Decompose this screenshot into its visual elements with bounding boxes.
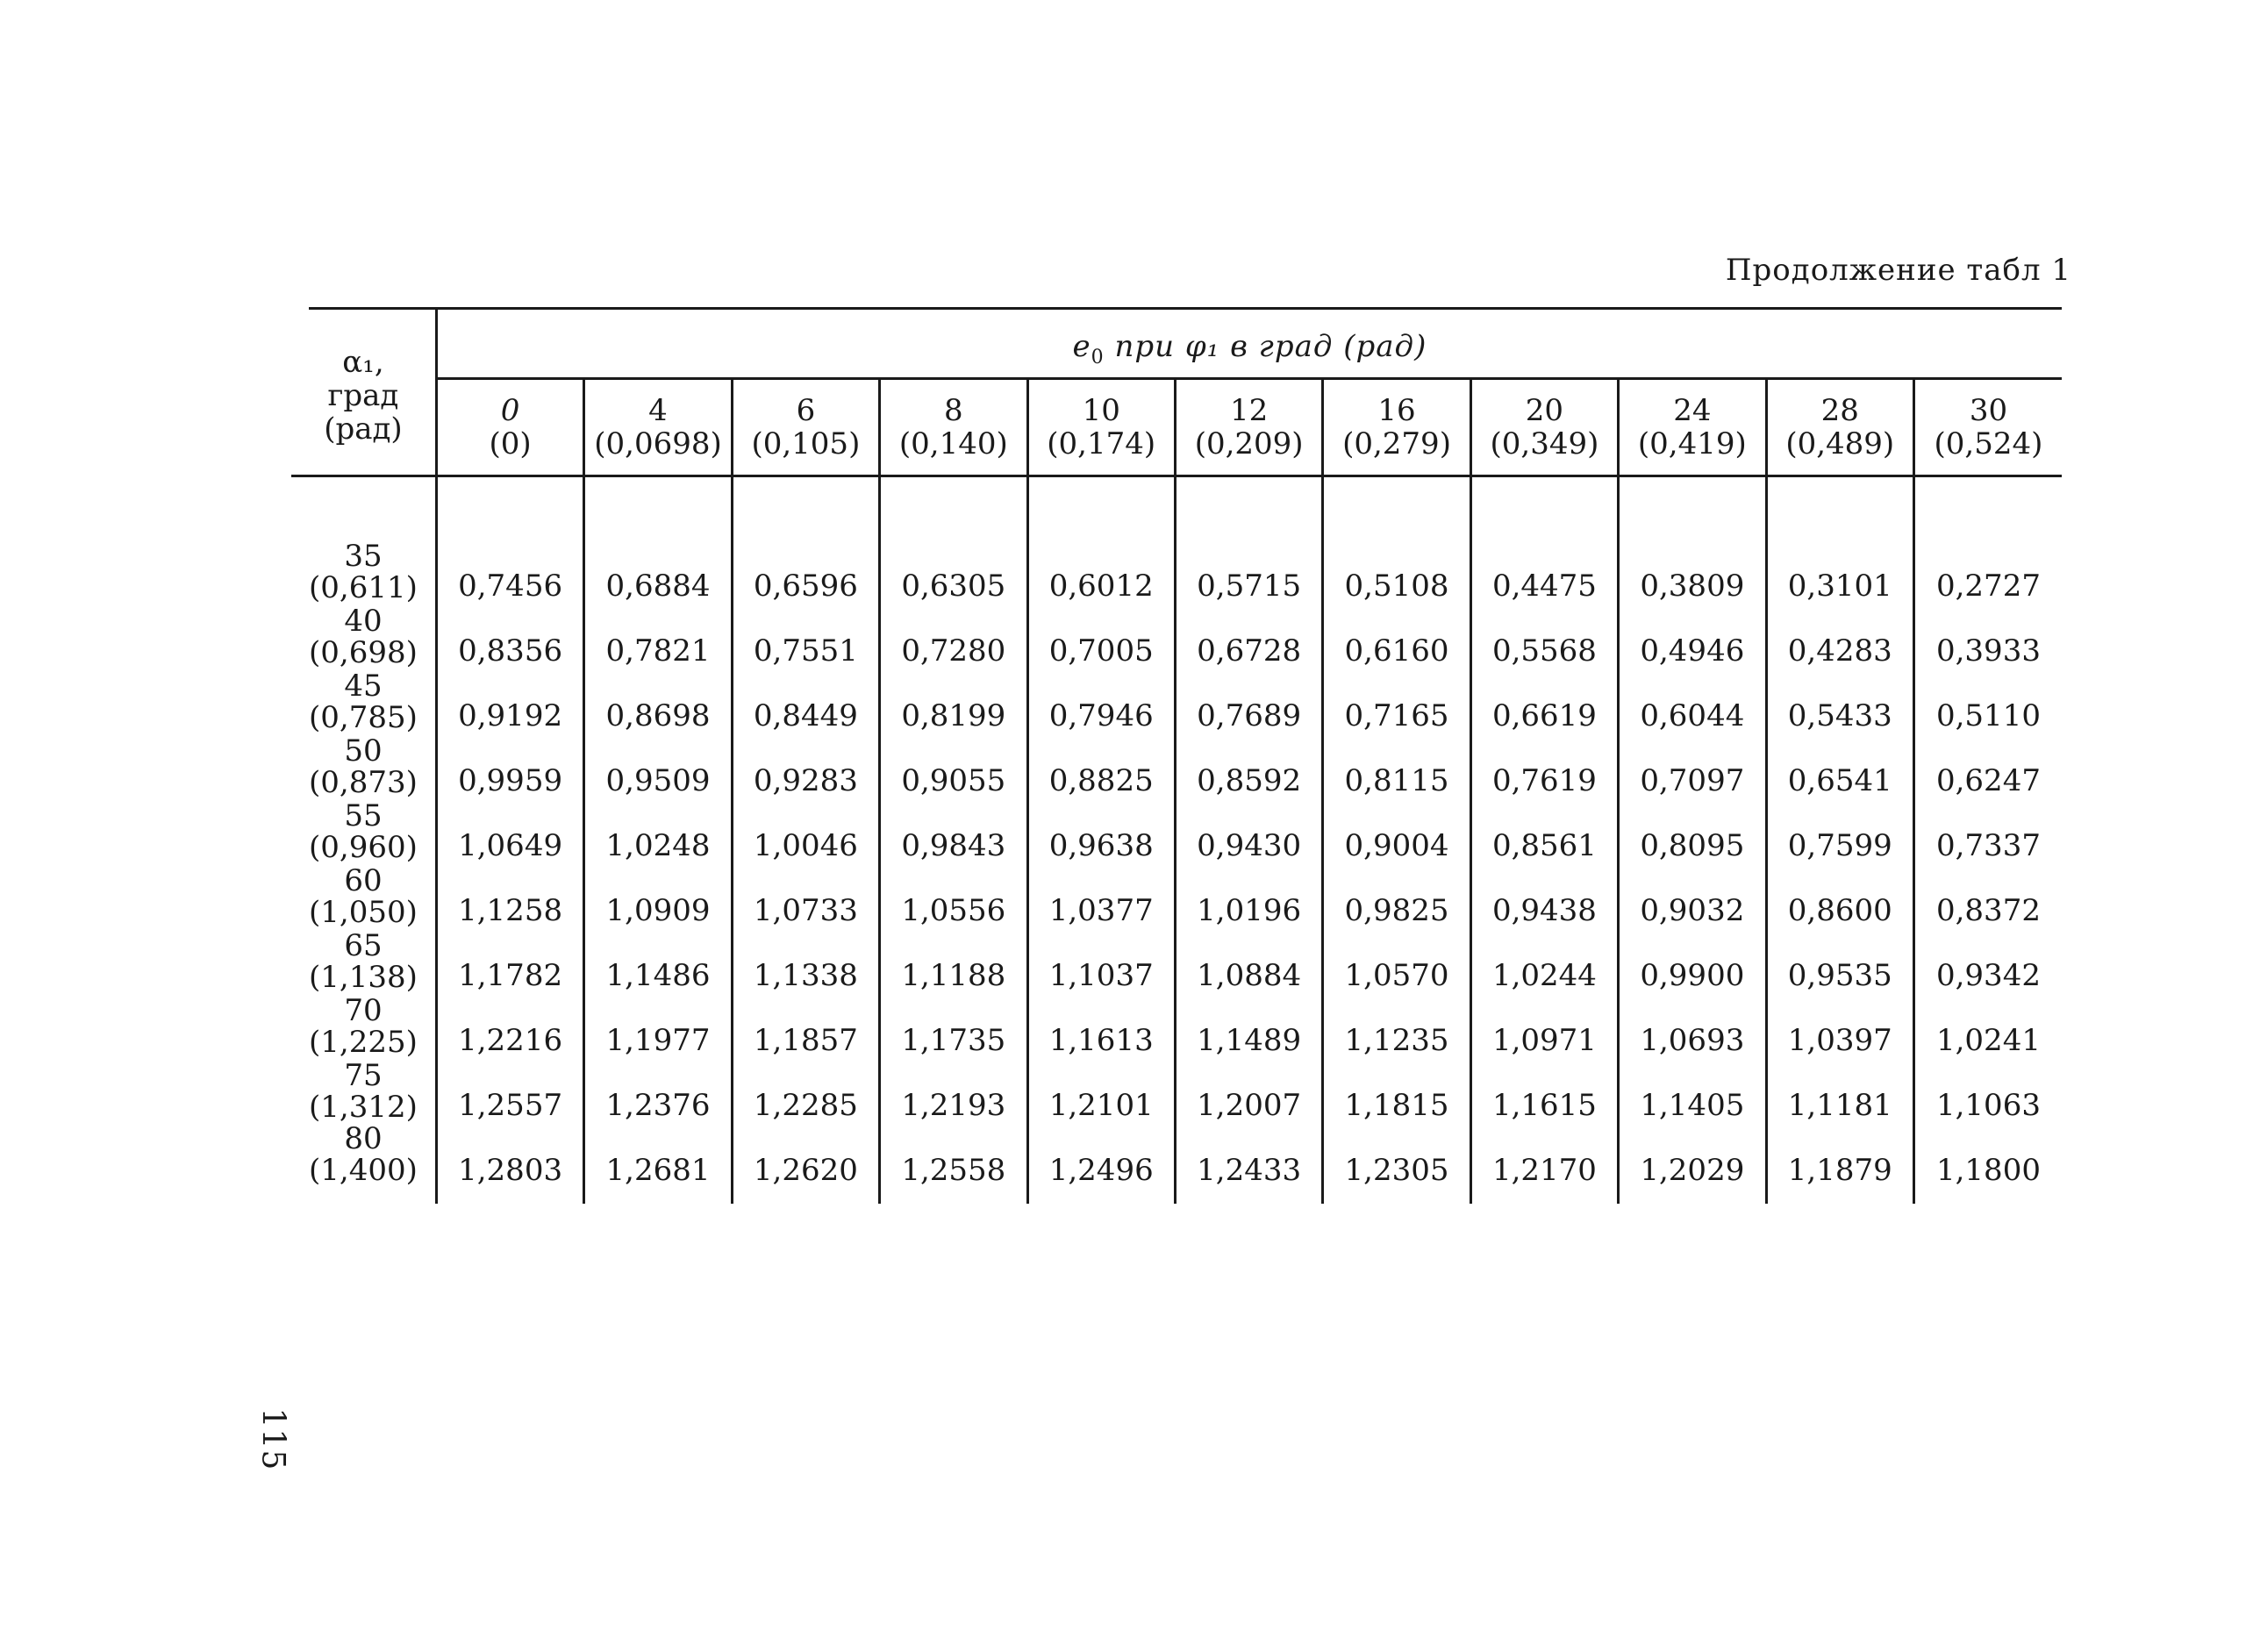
phi-degree: 24 bbox=[1673, 393, 1712, 428]
table-row bbox=[291, 733, 2062, 798]
e0-header-text: при φ₁ в град (рад) bbox=[1104, 328, 1427, 364]
value-cell: 0,9055 bbox=[880, 733, 1027, 798]
alpha-cell bbox=[291, 993, 436, 1058]
value-cell: 1,2170 bbox=[1470, 1123, 1618, 1204]
value-cell: 0,7337 bbox=[1913, 798, 2062, 863]
value-cell: 0,9283 bbox=[732, 733, 879, 798]
alpha-cell bbox=[291, 669, 436, 733]
phi-column-header bbox=[880, 379, 1027, 476]
table-row bbox=[291, 993, 2062, 1058]
value-cell: 1,1258 bbox=[436, 863, 583, 928]
phi-radian: (0,419) bbox=[1637, 426, 1747, 461]
value-cell: 0,8095 bbox=[1619, 798, 1766, 863]
value-cell: 0,9843 bbox=[880, 798, 1027, 863]
value-cell: 1,1338 bbox=[732, 928, 879, 993]
phi-radian: (0,489) bbox=[1785, 426, 1895, 461]
value-cell: 0,4946 bbox=[1619, 604, 1766, 669]
value-cell: 0,9509 bbox=[584, 733, 732, 798]
table-row bbox=[291, 863, 2062, 928]
value-cell: 1,0693 bbox=[1619, 993, 1766, 1058]
alpha-radian: (0,960) bbox=[309, 830, 418, 865]
value-cell: 1,2496 bbox=[1027, 1123, 1175, 1204]
phi-column-header bbox=[436, 379, 583, 476]
value-cell: 0,9825 bbox=[1323, 863, 1470, 928]
value-cell: 0,7097 bbox=[1619, 733, 1766, 798]
alpha-cell bbox=[291, 604, 436, 669]
value-cell: 0,6541 bbox=[1766, 733, 1913, 798]
value-cell: 1,2681 bbox=[584, 1123, 732, 1204]
value-cell: 1,0649 bbox=[436, 798, 583, 863]
value-cell: 0,9004 bbox=[1323, 798, 1470, 863]
value-cell: 0,9342 bbox=[1913, 928, 2062, 993]
phi-column-header bbox=[732, 379, 879, 476]
value-cell: 1,2558 bbox=[880, 1123, 1027, 1204]
value-cell: 1,0570 bbox=[1323, 928, 1470, 993]
value-cell: 0,8592 bbox=[1175, 733, 1322, 798]
alpha-cell bbox=[291, 1058, 436, 1123]
alpha-header-line: град bbox=[327, 377, 399, 413]
phi-degree: 16 bbox=[1377, 393, 1416, 428]
alpha-radian: (0,873) bbox=[309, 765, 418, 800]
alpha-cell bbox=[291, 863, 436, 928]
value-cell: 1,2376 bbox=[584, 1058, 732, 1123]
table-row bbox=[291, 928, 2062, 993]
page-number: 115 bbox=[254, 1407, 291, 1471]
value-cell: 0,2727 bbox=[1913, 476, 2062, 604]
alpha-header-line: α₁, bbox=[342, 344, 384, 380]
value-cell: 1,1613 bbox=[1027, 993, 1175, 1058]
value-cell: 1,2101 bbox=[1027, 1058, 1175, 1123]
value-cell: 0,7280 bbox=[880, 604, 1027, 669]
phi-degree: 28 bbox=[1820, 393, 1859, 428]
value-cell: 0,7946 bbox=[1027, 669, 1175, 733]
alpha-degree: 70 bbox=[344, 993, 383, 1028]
table-caption: Продолжение табл 1 bbox=[1725, 253, 2071, 288]
value-cell: 0,8372 bbox=[1913, 863, 2062, 928]
phi-degree: 30 bbox=[1969, 393, 2008, 428]
phi-radian: (0,140) bbox=[898, 426, 1008, 461]
value-cell: 1,1188 bbox=[880, 928, 1027, 993]
e0-group-header bbox=[436, 307, 2062, 379]
phi-degree: 20 bbox=[1525, 393, 1564, 428]
phi-radian: (0) bbox=[489, 426, 532, 461]
alpha-radian: (0,698) bbox=[309, 635, 418, 670]
value-cell: 0,6884 bbox=[584, 476, 732, 604]
value-cell: 0,5108 bbox=[1323, 476, 1470, 604]
value-cell: 1,0733 bbox=[732, 863, 879, 928]
value-cell: 0,5715 bbox=[1175, 476, 1322, 604]
alpha-cell bbox=[291, 928, 436, 993]
value-cell: 0,3933 bbox=[1913, 604, 2062, 669]
value-cell: 1,1857 bbox=[732, 993, 879, 1058]
value-cell: 1,1489 bbox=[1175, 993, 1322, 1058]
phi-column-header bbox=[1766, 379, 1913, 476]
alpha-degree: 75 bbox=[344, 1058, 383, 1093]
value-cell: 1,1037 bbox=[1027, 928, 1175, 993]
table-row bbox=[291, 476, 2062, 604]
top-rule bbox=[309, 307, 2062, 310]
value-cell: 0,8199 bbox=[880, 669, 1027, 733]
value-cell: 1,0248 bbox=[584, 798, 732, 863]
value-cell: 0,6596 bbox=[732, 476, 879, 604]
phi-column-header bbox=[584, 379, 732, 476]
alpha-degree: 45 bbox=[344, 669, 383, 704]
value-cell: 1,2029 bbox=[1619, 1123, 1766, 1204]
value-cell: 1,0397 bbox=[1766, 993, 1913, 1058]
value-cell: 1,0909 bbox=[584, 863, 732, 928]
alpha-cell bbox=[291, 733, 436, 798]
value-cell: 0,9430 bbox=[1175, 798, 1322, 863]
value-cell: 1,1782 bbox=[436, 928, 583, 993]
phi-degree: 0 bbox=[500, 393, 520, 428]
phi-degree: 6 bbox=[796, 393, 816, 428]
phi-column-header bbox=[1619, 379, 1766, 476]
value-cell: 0,5433 bbox=[1766, 669, 1913, 733]
value-cell: 0,6728 bbox=[1175, 604, 1322, 669]
value-cell: 0,9192 bbox=[436, 669, 583, 733]
value-cell: 1,2803 bbox=[436, 1123, 583, 1204]
value-cell: 0,8561 bbox=[1470, 798, 1618, 863]
value-cell: 1,0884 bbox=[1175, 928, 1322, 993]
value-cell: 1,2216 bbox=[436, 993, 583, 1058]
value-cell: 1,1405 bbox=[1619, 1058, 1766, 1123]
alpha-cell bbox=[291, 798, 436, 863]
value-cell: 1,1615 bbox=[1470, 1058, 1618, 1123]
value-cell: 0,6160 bbox=[1323, 604, 1470, 669]
value-cell: 1,1735 bbox=[880, 993, 1027, 1058]
value-cell: 0,7456 bbox=[436, 476, 583, 604]
alpha-column-header bbox=[291, 307, 436, 476]
value-cell: 1,1815 bbox=[1323, 1058, 1470, 1123]
value-cell: 1,1486 bbox=[584, 928, 732, 993]
value-cell: 0,6619 bbox=[1470, 669, 1618, 733]
alpha-cell bbox=[291, 1123, 436, 1204]
value-cell: 0,8356 bbox=[436, 604, 583, 669]
value-cell: 1,1063 bbox=[1913, 1058, 2062, 1123]
value-cell: 1,1879 bbox=[1766, 1123, 1913, 1204]
e0-subscript: 0 bbox=[1091, 346, 1105, 368]
value-cell: 1,2007 bbox=[1175, 1058, 1322, 1123]
alpha-radian: (0,785) bbox=[309, 700, 418, 735]
phi-column-header bbox=[1175, 379, 1322, 476]
phi-radian: (0,174) bbox=[1047, 426, 1156, 461]
alpha-radian: (0,611) bbox=[309, 570, 418, 605]
value-cell: 0,7689 bbox=[1175, 669, 1322, 733]
value-cell: 1,2193 bbox=[880, 1058, 1027, 1123]
phi-radian: (0,279) bbox=[1342, 426, 1451, 461]
value-cell: 0,9535 bbox=[1766, 928, 1913, 993]
value-cell: 0,8698 bbox=[584, 669, 732, 733]
value-cell: 0,8115 bbox=[1323, 733, 1470, 798]
table-row bbox=[291, 604, 2062, 669]
phi-radian: (0,105) bbox=[751, 426, 861, 461]
value-cell: 1,1181 bbox=[1766, 1058, 1913, 1123]
phi-radian: (0,209) bbox=[1194, 426, 1304, 461]
value-cell: 0,6305 bbox=[880, 476, 1027, 604]
value-cell: 0,4283 bbox=[1766, 604, 1913, 669]
table-row bbox=[291, 1058, 2062, 1123]
value-cell: 0,9032 bbox=[1619, 863, 1766, 928]
alpha-radian: (1,312) bbox=[309, 1090, 418, 1125]
value-cell: 1,0244 bbox=[1470, 928, 1618, 993]
value-cell: 1,1800 bbox=[1913, 1123, 2062, 1204]
alpha-radian: (1,050) bbox=[309, 895, 418, 930]
value-cell: 1,2557 bbox=[436, 1058, 583, 1123]
phi-column-header bbox=[1323, 379, 1470, 476]
value-cell: 0,7619 bbox=[1470, 733, 1618, 798]
value-cell: 0,6044 bbox=[1619, 669, 1766, 733]
value-cell: 0,9959 bbox=[436, 733, 583, 798]
value-cell: 1,0556 bbox=[880, 863, 1027, 928]
value-cell: 1,1977 bbox=[584, 993, 732, 1058]
alpha-degree: 40 bbox=[344, 604, 383, 639]
value-cell: 1,2305 bbox=[1323, 1123, 1470, 1204]
alpha-cell bbox=[291, 476, 436, 604]
value-cell: 0,7005 bbox=[1027, 604, 1175, 669]
table-row bbox=[291, 798, 2062, 863]
value-cell: 0,6247 bbox=[1913, 733, 2062, 798]
value-cell: 0,5110 bbox=[1913, 669, 2062, 733]
value-cell: 0,7599 bbox=[1766, 798, 1913, 863]
value-cell: 1,0971 bbox=[1470, 993, 1618, 1058]
value-cell: 0,9638 bbox=[1027, 798, 1175, 863]
phi-degree: 12 bbox=[1229, 393, 1269, 428]
value-cell: 0,9438 bbox=[1470, 863, 1618, 928]
e0-symbol: e bbox=[1072, 328, 1091, 364]
value-cell: 0,8449 bbox=[732, 669, 879, 733]
alpha-radian: (1,400) bbox=[309, 1153, 418, 1188]
alpha-degree: 65 bbox=[344, 928, 383, 963]
phi-column-header bbox=[1470, 379, 1618, 476]
phi-column-header bbox=[1913, 379, 2062, 476]
value-cell: 0,7821 bbox=[584, 604, 732, 669]
phi-column-header bbox=[1027, 379, 1175, 476]
phi-degree: 4 bbox=[648, 393, 668, 428]
value-cell: 0,7551 bbox=[732, 604, 879, 669]
alpha-degree: 80 bbox=[344, 1121, 383, 1156]
value-cell: 1,0377 bbox=[1027, 863, 1175, 928]
value-cell: 0,8600 bbox=[1766, 863, 1913, 928]
value-cell: 1,0241 bbox=[1913, 993, 2062, 1058]
value-cell: 1,2620 bbox=[732, 1123, 879, 1204]
value-cell: 0,5568 bbox=[1470, 604, 1618, 669]
phi-radian: (0,524) bbox=[1934, 426, 2043, 461]
value-cell: 0,4475 bbox=[1470, 476, 1618, 604]
alpha-degree: 35 bbox=[344, 539, 383, 574]
value-cell: 1,1235 bbox=[1323, 993, 1470, 1058]
value-cell: 1,0046 bbox=[732, 798, 879, 863]
phi-radian: (0,349) bbox=[1490, 426, 1599, 461]
value-cell: 0,3809 bbox=[1619, 476, 1766, 604]
table-row bbox=[291, 1123, 2062, 1204]
alpha-degree: 50 bbox=[344, 733, 383, 769]
alpha-degree: 55 bbox=[344, 798, 383, 833]
value-cell: 1,2285 bbox=[732, 1058, 879, 1123]
value-cell: 0,7165 bbox=[1323, 669, 1470, 733]
alpha-radian: (1,138) bbox=[309, 960, 418, 995]
alpha-radian: (1,225) bbox=[309, 1025, 418, 1060]
value-cell: 1,0196 bbox=[1175, 863, 1322, 928]
alpha-degree: 60 bbox=[344, 863, 383, 898]
e0-table bbox=[291, 307, 2062, 1204]
value-cell: 0,3101 bbox=[1766, 476, 1913, 604]
value-cell: 0,6012 bbox=[1027, 476, 1175, 604]
value-cell: 0,9900 bbox=[1619, 928, 1766, 993]
table-row bbox=[291, 669, 2062, 733]
value-cell: 1,2433 bbox=[1175, 1123, 1322, 1204]
value-cell: 0,8825 bbox=[1027, 733, 1175, 798]
phi-degree: 10 bbox=[1082, 393, 1120, 428]
data-table-container bbox=[291, 307, 2062, 1204]
phi-radian: (0,0698) bbox=[594, 426, 722, 461]
alpha-header-line: (рад) bbox=[324, 411, 403, 447]
phi-degree: 8 bbox=[943, 393, 963, 428]
